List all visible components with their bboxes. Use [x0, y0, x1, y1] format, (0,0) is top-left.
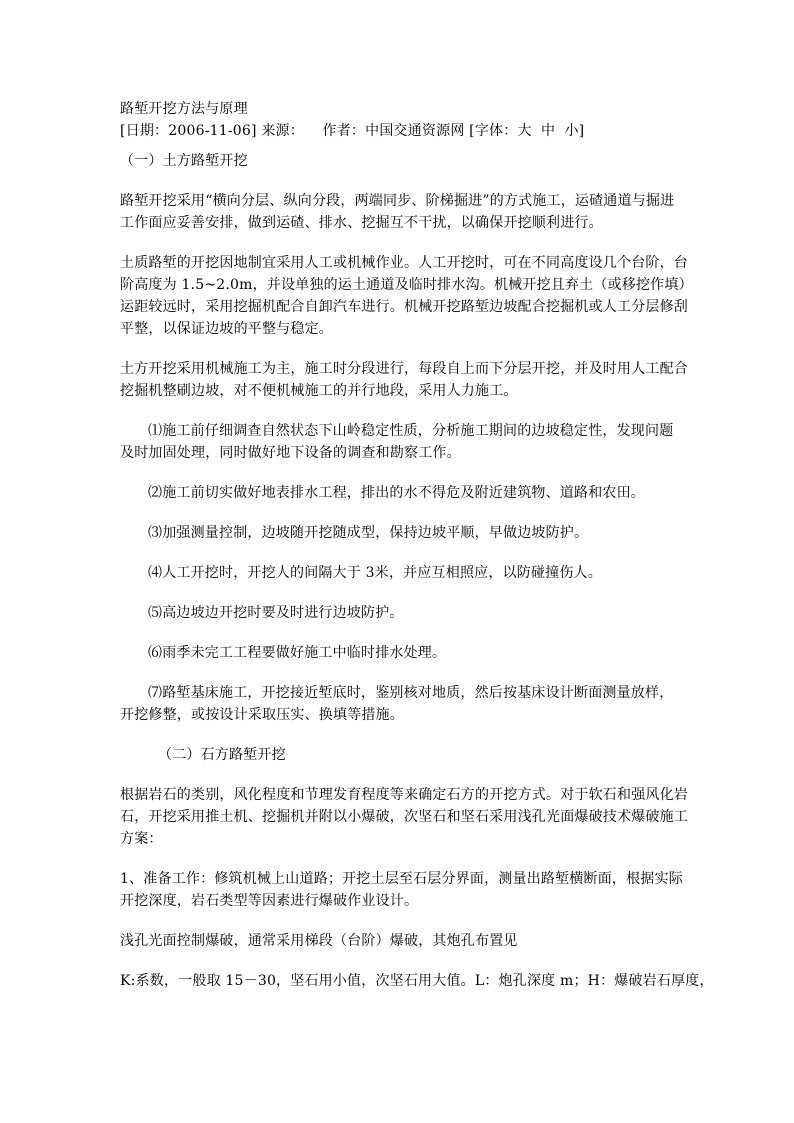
- list-item-line: ⑴施工前仔细调查自然状态下山岭稳定性质，分析施工期间的边坡稳定性，发现问题: [148, 423, 674, 439]
- font-large-link[interactable]: 大: [517, 123, 532, 139]
- list-item-line: 及时加固处理，同时做好地下设备的调查和勘察工作。: [120, 445, 461, 461]
- date-source-text: [日期：2006-11-06] 来源：: [120, 123, 304, 139]
- paragraph-line: 1、准备工作：修筑机械上山道路；开挖土层至石层分界面，测量出路堑横断面，根据实际: [120, 871, 683, 887]
- section-heading-earthwork: （一）土方路堑开挖: [120, 153, 248, 169]
- paragraph-line: 运距较远时，采用挖掘机配合自卸汽车进行。机械开挖路堑边坡配合挖掘机或人工分层修刮: [120, 299, 688, 315]
- section-heading-rockwork: （二）石方路堑开挖: [158, 747, 286, 763]
- article-title: 路堑开挖方法与原理: [120, 101, 248, 117]
- paragraph: [120, 358, 688, 402]
- paragraph-line: 阶高度为 1.5~2.0m，并设单独的运土通道及临时排水沟。机械开挖且弃土（或移挖作填）: [120, 277, 693, 293]
- list-item-line: ⑺路堑基床施工，开挖接近堑底时，鉴别核对地质，然后按基床设计断面测量放样，: [148, 685, 674, 701]
- list-item: ⑸高边坡边开挖时要及时进行边坡防护。: [148, 605, 404, 621]
- font-size-label: [字体：: [469, 123, 518, 139]
- paragraph-line: 石，开挖采用推土机、挖掘机并附以小爆破，次坚石和坚石采用浅孔光面爆破技术爆破施工: [120, 809, 688, 825]
- author-text: 作者：中国交通资源网: [322, 123, 465, 139]
- paragraph-line: 根据岩石的类别，风化程度和节理发育程度等来确定石方的开挖方式。对于软石和强风化岩: [120, 787, 688, 803]
- paragraph: K:系数，一般取 15－30，坚石用小值，次坚石用大值。L：炮孔深度 m；H：爆破岩石厚度，: [120, 973, 714, 989]
- list-item: [120, 682, 680, 726]
- paragraph: [120, 784, 688, 850]
- font-medium-link[interactable]: 中: [540, 123, 556, 139]
- paragraph-line: 工作面应妥善安排，做到运碴、排水、挖掘互不干扰，以确保开挖顺利进行。: [120, 215, 603, 231]
- paragraph-line: 开挖深度，岩石类型等因素进行爆破作业设计。: [120, 893, 419, 909]
- paragraph: [120, 190, 680, 234]
- list-item: ⑷人工开挖时，开挖人的间隔大于 3米，并应互相照应，以防碰撞伤人。: [148, 565, 602, 581]
- list-item-line: 开挖修整，或按设计采取压实、换填等措施。: [120, 707, 404, 723]
- list-item: ⑶加强测量控制，边坡随开挖随成型，保持边坡平顺，早做边坡防护。: [148, 525, 589, 541]
- paragraph-line: 方案：: [120, 831, 163, 847]
- paragraph-line: 土方开挖采用机械施工为主，施工时分段进行，每段自上而下分层开挖，并及时用人工配合: [120, 361, 688, 377]
- paragraph-line: 土质路堑的开挖因地制宜采用人工或机械作业。人工开挖时，可在不同高度设几个台阶，台: [120, 255, 688, 271]
- article-body: [120, 98, 714, 992]
- list-item: [120, 420, 680, 464]
- paragraph-line: 平整，以保证边坡的平整与稳定。: [120, 321, 333, 337]
- paragraph-line: 路堑开挖采用“横向分层、纵向分段，两端同步、阶梯掘进”的方式施工，运碴通道与掘进: [120, 193, 675, 209]
- paragraph-line: 挖掘机整刷边坡，对不便机械施工的并行地段，采用人力施工。: [120, 383, 518, 399]
- list-item: ⑵施工前切实做好地表排水工程，排出的水不得危及附近建筑物、道路和农田。: [148, 485, 645, 501]
- paragraph: [120, 252, 693, 340]
- paragraph: [120, 868, 683, 912]
- font-small-link[interactable]: 小: [564, 123, 579, 139]
- list-item: ⑹雨季未完工工程要做好施工中临时排水处理。: [148, 645, 447, 661]
- font-size-close: ]: [578, 123, 585, 139]
- paragraph: 浅孔光面控制爆破，通常采用梯段（台阶）爆破，其炮孔布置见: [120, 933, 518, 949]
- article-meta: [120, 120, 680, 142]
